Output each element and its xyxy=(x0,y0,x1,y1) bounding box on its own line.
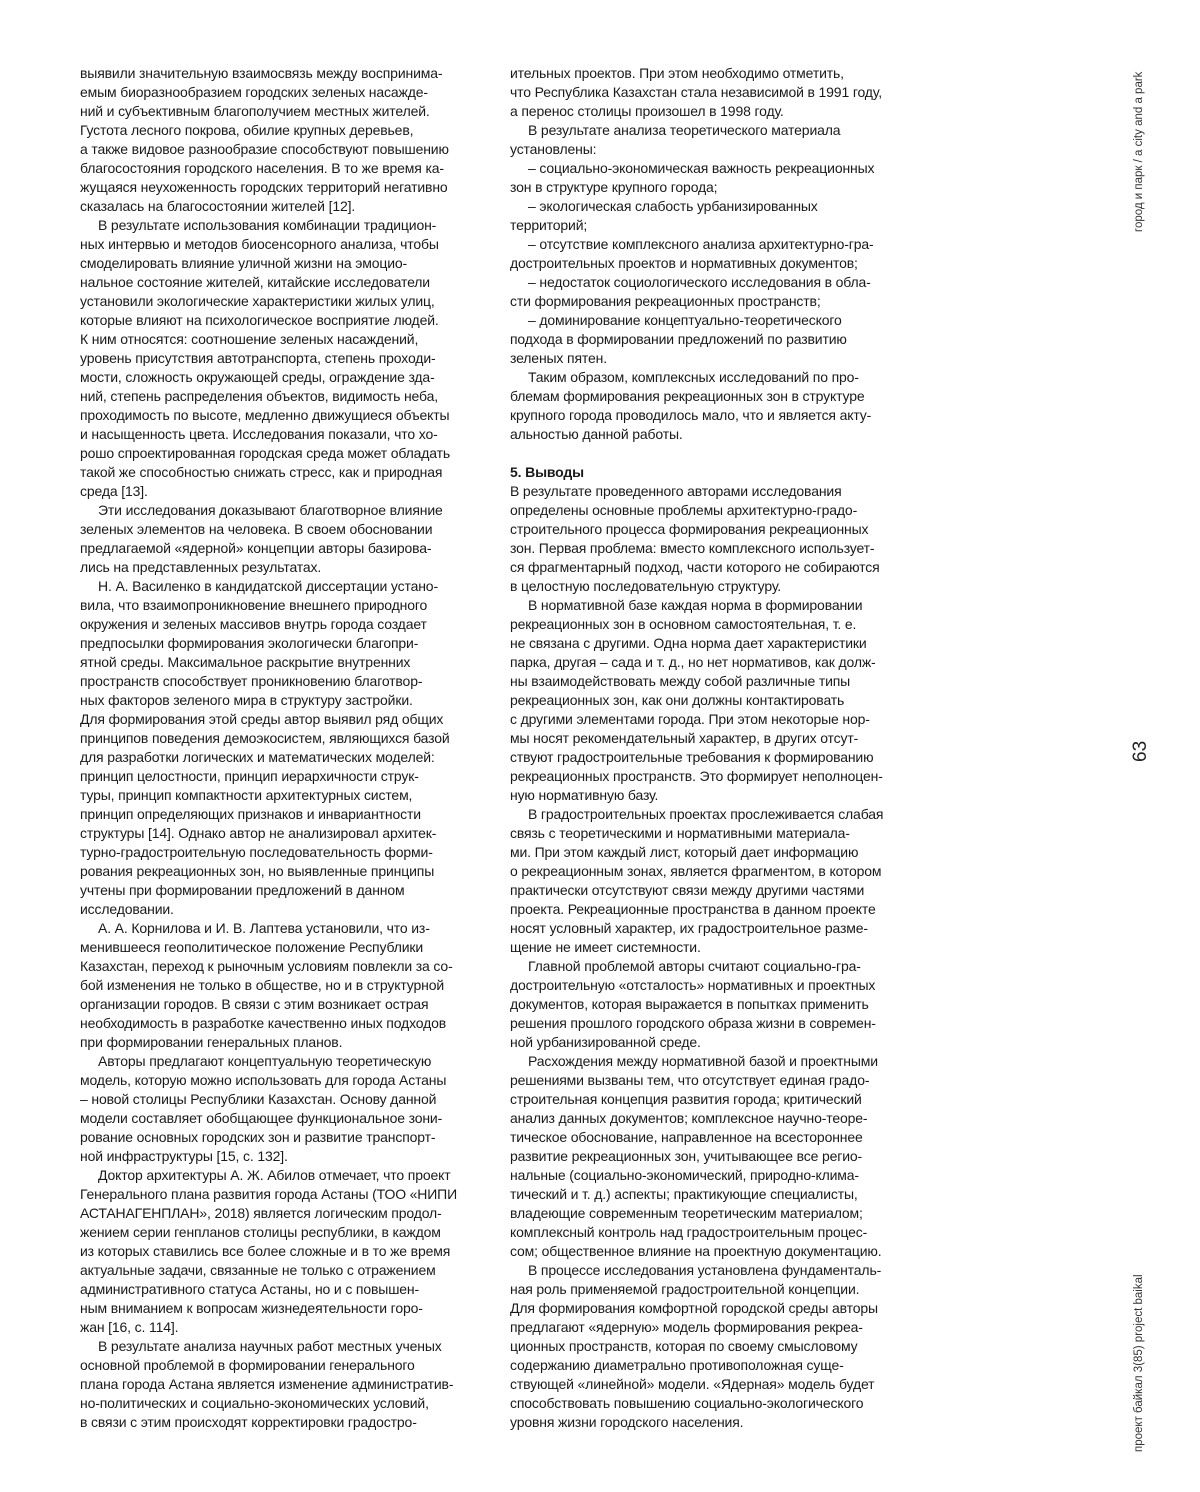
text-line: рекреационных зон в основном самостоятельная, т. е. xyxy=(510,615,920,634)
text-line: Для формирования комфортной городской среды авторы xyxy=(510,1299,920,1318)
text-line: Таким образом, комплексных исследований по про- xyxy=(510,368,920,387)
text-line: ятной среды. Максимальное раскрытие внутренних xyxy=(80,653,480,672)
text-line: ны взаимодействовать между собой различные типы xyxy=(510,672,920,691)
text-line: ная роль применяемой градостроительной концепции. xyxy=(510,1280,920,1299)
text-line: строительная концепция развития города; критический xyxy=(510,1090,920,1109)
text-line: принцип определяющих признаков и инвариантности xyxy=(80,805,480,824)
text-line: ствуют градостроительные требования к формированию xyxy=(510,748,920,767)
text-line: ных интервью и методов биосенсорного анализа, чтобы xyxy=(80,235,480,254)
text-line: исследовании. xyxy=(80,900,480,919)
text-line: – отсутствие комплексного анализа архитектурно-гра- xyxy=(510,235,920,254)
text-line: турно-градостроительную последовательность форми- xyxy=(80,843,480,862)
text-line: тическое обоснование, направленное на всестороннее xyxy=(510,1128,920,1147)
text-line: практически отсутствуют связи между другими частями xyxy=(510,881,920,900)
text-line: документов, которая выражается в попытках применить xyxy=(510,995,920,1014)
text-line: АСТАНАГЕНПЛАН», 2018) является логическим продол- xyxy=(80,1204,480,1223)
text-line: Н. А. Василенко в кандидатской диссертации устано- xyxy=(80,577,480,596)
text-line: которые влияют на психологическое восприятие людей. xyxy=(80,311,480,330)
text-line: Эти исследования доказывают благотворное влияние xyxy=(80,501,480,520)
text-line: выявили значительную взаимосвязь между воспринима- xyxy=(80,64,480,83)
text-line: щение не имеет системности. xyxy=(510,938,920,957)
text-line: лись на представленных результатах. xyxy=(80,558,480,577)
text-line: ся фрагментарный подход, части которого не собираются xyxy=(510,558,920,577)
text-line: среда [13]. xyxy=(80,482,480,501)
section-title: город и парк / a city and a park xyxy=(1133,72,1145,232)
text-line: решениями вызваны тем, что отсутствует единая градо- xyxy=(510,1071,920,1090)
text-line: подхода в формировании предложений по развитию xyxy=(510,330,920,349)
text-line: емым биоразнообразием городских зеленых насажде- xyxy=(80,83,480,102)
text-line: ний, степень распределения объектов, видимость неба, xyxy=(80,387,480,406)
text-line: – новой столицы Республики Казахстан. Основу данной xyxy=(80,1090,480,1109)
text-line: менившееся геополитическое положение Республики xyxy=(80,938,480,957)
text-line: с другими элементами города. При этом некоторые нор- xyxy=(510,710,920,729)
text-line: зон. Первая проблема: вместо комплексного использует- xyxy=(510,539,920,558)
left-column xyxy=(80,64,480,1432)
text-line: связь с теоретическими и нормативными материала- xyxy=(510,824,920,843)
text-line: рование основных городских зон и развитие транспорт- xyxy=(80,1128,480,1147)
text-line: плана города Астана является изменение административ- xyxy=(80,1375,480,1394)
text-line: благосостояния городского населения. В то же время ка- xyxy=(80,159,480,178)
text-line: строительного процесса формирования рекреационных xyxy=(510,520,920,539)
text-line: ной инфраструктуры [15, с. 132]. xyxy=(80,1147,480,1166)
text-line: сом; общественное влияние на проектную документацию. xyxy=(510,1242,920,1261)
page-number: 63 xyxy=(1130,741,1152,762)
text-line: из которых ставились все более сложные и в то же время xyxy=(80,1242,480,1261)
text-line: достроительную «отсталость» нормативных и проектных xyxy=(510,976,920,995)
text-line: способствовать повышению социально-экологического xyxy=(510,1394,920,1413)
text-line: предпосылки формирования экологически благопри- xyxy=(80,634,480,653)
text-line: развитие рекреационных зон, учитывающее все регио- xyxy=(510,1147,920,1166)
text-line: необходимость в разработке качественно иных подходов xyxy=(80,1014,480,1033)
text-line: мости, сложность окружающей среды, ограждение зда- xyxy=(80,368,480,387)
text-line: содержанию диаметрально противоположная суще- xyxy=(510,1356,920,1375)
text-line: сти формирования рекреационных пространств; xyxy=(510,292,920,311)
text-line: проекта. Рекреационные пространства в данном проекте xyxy=(510,900,920,919)
text-line: вила, что взаимопроникновение внешнего природного xyxy=(80,596,480,615)
text-line: организации городов. В связи с этим возникает острая xyxy=(80,995,480,1014)
text-line: А. А. Корнилова и И. В. Лаптева установили, что из- xyxy=(80,919,480,938)
text-line: пространств способствует проникновению благотвор- xyxy=(80,672,480,691)
text-line: альностью данной работы. xyxy=(510,425,920,444)
text-line: нальное состояние жителей, китайские исследователи xyxy=(80,273,480,292)
text-line: модель, которую можно использовать для города Астаны xyxy=(80,1071,480,1090)
text-line: – недостаток социологического исследования в обла- xyxy=(510,273,920,292)
journal-issue: проект байкал 3(85) project baikal xyxy=(1133,1274,1145,1452)
text-line: а также видовое разнообразие способствуют повышению xyxy=(80,140,480,159)
text-line: комплексный контроль над градостроительным процес- xyxy=(510,1223,920,1242)
text-line: территорий; xyxy=(510,216,920,235)
text-line: достроительных проектов и нормативных документов; xyxy=(510,254,920,273)
text-line: в связи с этим происходят корректировки градостро- xyxy=(80,1413,480,1432)
text-line: и насыщенность цвета. Исследования показали, что хо- xyxy=(80,425,480,444)
text-line: ствующей «линейной» модели. «Ядерная» модель будет xyxy=(510,1375,920,1394)
text-line: В результате анализа научных работ местных ученых xyxy=(80,1337,480,1356)
text-line: зон в структуре крупного города; xyxy=(510,178,920,197)
text-line: жущаяся неухоженность городских территорий негативно xyxy=(80,178,480,197)
text-line: рекреационных зон, как они должны контактировать xyxy=(510,691,920,710)
section-heading: 5. Выводы xyxy=(510,463,920,482)
text-line: предлагаемой «ядерной» концепции авторы базирова- xyxy=(80,539,480,558)
text-line: В результате использования комбинации традицион- xyxy=(80,216,480,235)
text-line: В градостроительных проектах прослеживается слабая xyxy=(510,805,920,824)
text-line: такой же способностью снижать стресс, как и природная xyxy=(80,463,480,482)
text-line: а перенос столицы произошел в 1998 году. xyxy=(510,102,920,121)
text-line: бой изменения не только в обществе, но и в структурной xyxy=(80,976,480,995)
text-line: ционных пространств, которая по своему смысловому xyxy=(510,1337,920,1356)
text-line: Расхождения между нормативной базой и проектными xyxy=(510,1052,920,1071)
text-line: ной урбанизированной среде. xyxy=(510,1033,920,1052)
text-line: рования рекреационных зон, но выявленные принципы xyxy=(80,862,480,881)
text-line: основной проблемой в формировании генерального xyxy=(80,1356,480,1375)
text-line: – экологическая слабость урбанизированных xyxy=(510,197,920,216)
text-line: модели составляет обобщающее функциональное зони- xyxy=(80,1109,480,1128)
text-line: смоделировать влияние уличной жизни на эмоцио- xyxy=(80,254,480,273)
text-line: решения прошлого городского образа жизни в современ- xyxy=(510,1014,920,1033)
text-line: нальные (социально-экономический, природно-клима- xyxy=(510,1166,920,1185)
text-line: в целостную последовательную структуру. xyxy=(510,577,920,596)
text-line: сказалась на благосостоянии жителей [12]. xyxy=(80,197,480,216)
text-line: Доктор архитектуры А. Ж. Абилов отмечает, что проект xyxy=(80,1166,480,1185)
text-line: В нормативной базе каждая норма в формировании xyxy=(510,596,920,615)
text-line: принцип целостности, принцип иерархичности струк- xyxy=(80,767,480,786)
text-line: ную нормативную базу. xyxy=(510,786,920,805)
text-line: крупного города проводилось мало, что и является акту- xyxy=(510,406,920,425)
text-line: Главной проблемой авторы считают социально-гра- xyxy=(510,957,920,976)
text-line: ми. При этом каждый лист, который дает информацию xyxy=(510,843,920,862)
text-line: владеющие современным теоретическим материалом; xyxy=(510,1204,920,1223)
text-line: принципов поведения демоэкосистем, являющихся базой xyxy=(80,729,480,748)
text-line: ительных проектов. При этом необходимо отметить, xyxy=(510,64,920,83)
text-line: но-политических и социально-экономических условий, xyxy=(80,1394,480,1413)
text-line xyxy=(510,444,920,463)
text-line: туры, принцип компактности архитектурных систем, xyxy=(80,786,480,805)
text-line: учтены при формировании предложений в данном xyxy=(80,881,480,900)
text-line: тический и т. д.) аспекты; практикующие специалисты, xyxy=(510,1185,920,1204)
text-line: Густота лесного покрова, обилие крупных деревьев, xyxy=(80,121,480,140)
text-line: ных факторов зеленого мира в структуру застройки. xyxy=(80,691,480,710)
text-line: проходимость по высоте, медленно движущиеся объекты xyxy=(80,406,480,425)
text-line: зеленых пятен. xyxy=(510,349,920,368)
text-line: парка, другая – сада и т. д., но нет нормативов, как долж- xyxy=(510,653,920,672)
text-line: В результате проведенного авторами исследования xyxy=(510,482,920,501)
text-line: Для формирования этой среды автор выявил ряд общих xyxy=(80,710,480,729)
text-line: анализ данных документов; комплексное научно-теоре- xyxy=(510,1109,920,1128)
text-line: В процессе исследования установлена фундаменталь- xyxy=(510,1261,920,1280)
text-line: определены основные проблемы архитектурно-градо- xyxy=(510,501,920,520)
text-line: уровня жизни городского населения. xyxy=(510,1413,920,1432)
text-line: окружения и зеленых массивов внутрь города создает xyxy=(80,615,480,634)
text-line: блемам формирования рекреационных зон в структуре xyxy=(510,387,920,406)
text-line: Генерального плана развития города Астаны (ТОО «НИПИ xyxy=(80,1185,480,1204)
text-line: что Республика Казахстан стала независимой в 1991 году, xyxy=(510,83,920,102)
text-line: ний и субъективным благополучием местных жителей. xyxy=(80,102,480,121)
text-line: уровень присутствия автотранспорта, степень проходи- xyxy=(80,349,480,368)
text-line: жением серии генпланов столицы республики, в каждом xyxy=(80,1223,480,1242)
right-column xyxy=(510,64,920,1432)
text-line: К ним относятся: соотношение зеленых насаждений, xyxy=(80,330,480,349)
text-line: – доминирование концептуально-теоретического xyxy=(510,311,920,330)
text-line: – социально-экономическая важность рекреационных xyxy=(510,159,920,178)
text-line: актуальные задачи, связанные не только с отражением xyxy=(80,1261,480,1280)
text-line: ным вниманием к вопросам жизнедеятельности горо- xyxy=(80,1299,480,1318)
text-line: установили экологические характеристики жилых улиц, xyxy=(80,292,480,311)
text-line: зеленых элементов на человека. В своем обосновании xyxy=(80,520,480,539)
text-line: рошо спроектированная городская среда может обладать xyxy=(80,444,480,463)
text-line: структуры [14]. Однако автор не анализировал архитек- xyxy=(80,824,480,843)
text-line: носят условный характер, их градостроительное разме- xyxy=(510,919,920,938)
text-line: рекреационных пространств. Это формирует неполноцен- xyxy=(510,767,920,786)
text-line: Казахстан, переход к рыночным условиям повлекли за со- xyxy=(80,957,480,976)
text-line: при формировании генеральных планов. xyxy=(80,1033,480,1052)
text-line: административного статуса Астаны, но и с повышен- xyxy=(80,1280,480,1299)
text-line: для разработки логических и математических моделей: xyxy=(80,748,480,767)
text-line: предлагают «ядерную» модель формирования рекреа- xyxy=(510,1318,920,1337)
text-line: жан [16, с. 114]. xyxy=(80,1318,480,1337)
text-line: Авторы предлагают концептуальную теоретическую xyxy=(80,1052,480,1071)
text-line: о рекреационным зонах, является фрагментом, в котором xyxy=(510,862,920,881)
text-line: не связана с другими. Одна норма дает характеристики xyxy=(510,634,920,653)
text-line: установлены: xyxy=(510,140,920,159)
text-line: В результате анализа теоретического материала xyxy=(510,121,920,140)
text-line: мы носят рекомендательный характер, в других отсут- xyxy=(510,729,920,748)
